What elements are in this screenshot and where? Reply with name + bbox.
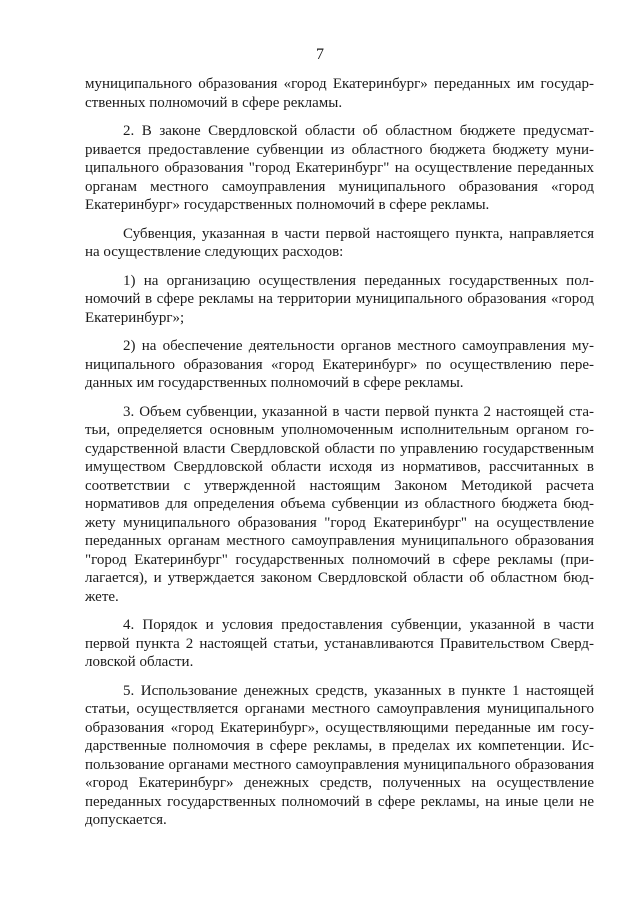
paragraph-expense-2: 2) на обеспечение деятельности органов местного самоуправления муниципального образования «город Екатеринбург» по осуществлению переданных им государственных полномочий в сфере рекламы. <box>85 338 594 391</box>
paragraph-item-5: 5. Использование денежных средств, указанных в пункте 1 настоящей статьи, осуществляется органами местного самоуправления муниципального образования «город Екатеринбург», осуществляющими переданные им государственные полномочия в сфере рекламы, в пределах их компетенции. Использование органами местного самоуправления муниципального образования «город Екатеринбург» денежных средств, полученных на осуществление переданных государственных полномочий в сфере рекламы, на иные цели не допускается. <box>85 682 594 828</box>
paragraph-expense-1: 1) на организацию осуществления переданных государственных полномочий в сфере рекламы на территории муниципального образования «город Екатеринбург»; <box>85 272 594 326</box>
paragraph-item-2: 2. В законе Свердловской области об областном бюджете предусматривается предоставление субвенции из областного бюджета бюджету муниципального образования "город Екатеринбург" на осуществление переданных органам местного самоуправления муниципального образования «город Екатеринбург» государственных полномочий в сфере рекламы. <box>85 123 594 213</box>
paragraph-item-3: 3. Объем субвенции, указанной в части первой пункта 2 настоящей статьи, определяется основным уполномоченным исполнительным органом государственной власти Свердловской области по управлению государственным имуществом Свердловской области исходя из нормативов, рассчитанных в соответствии с утвержденной настоящим Законом Методикой расчета нормативов для определения объема субвенции из областного бюджета бюджету муниципального образования "город Екатеринбург" на осуществление переданных органам местного самоуправления муниципального образования "город Екатеринбург" государственных полномочий в сфере рекламы (прилагается), и утверждается законом Свердловской области об областном бюджете. <box>85 403 594 605</box>
page-number: 7 <box>316 46 324 63</box>
paragraph-item-4: 4. Порядок и условия предоставления субвенции, указанной в части первой пункта 2 настоящей статьи, устанавливаются Правительством Свердловской области. <box>85 617 594 670</box>
paragraph-subvention-purpose: Субвенция, указанная в части первой настоящего пункта, направляется на осуществление следующих расходов: <box>85 225 594 260</box>
document-body <box>85 75 594 840</box>
paragraph-continuation: муниципального образования «город Екатеринбург» переданных им государственных полномочий в сфере рекламы. <box>85 76 594 111</box>
